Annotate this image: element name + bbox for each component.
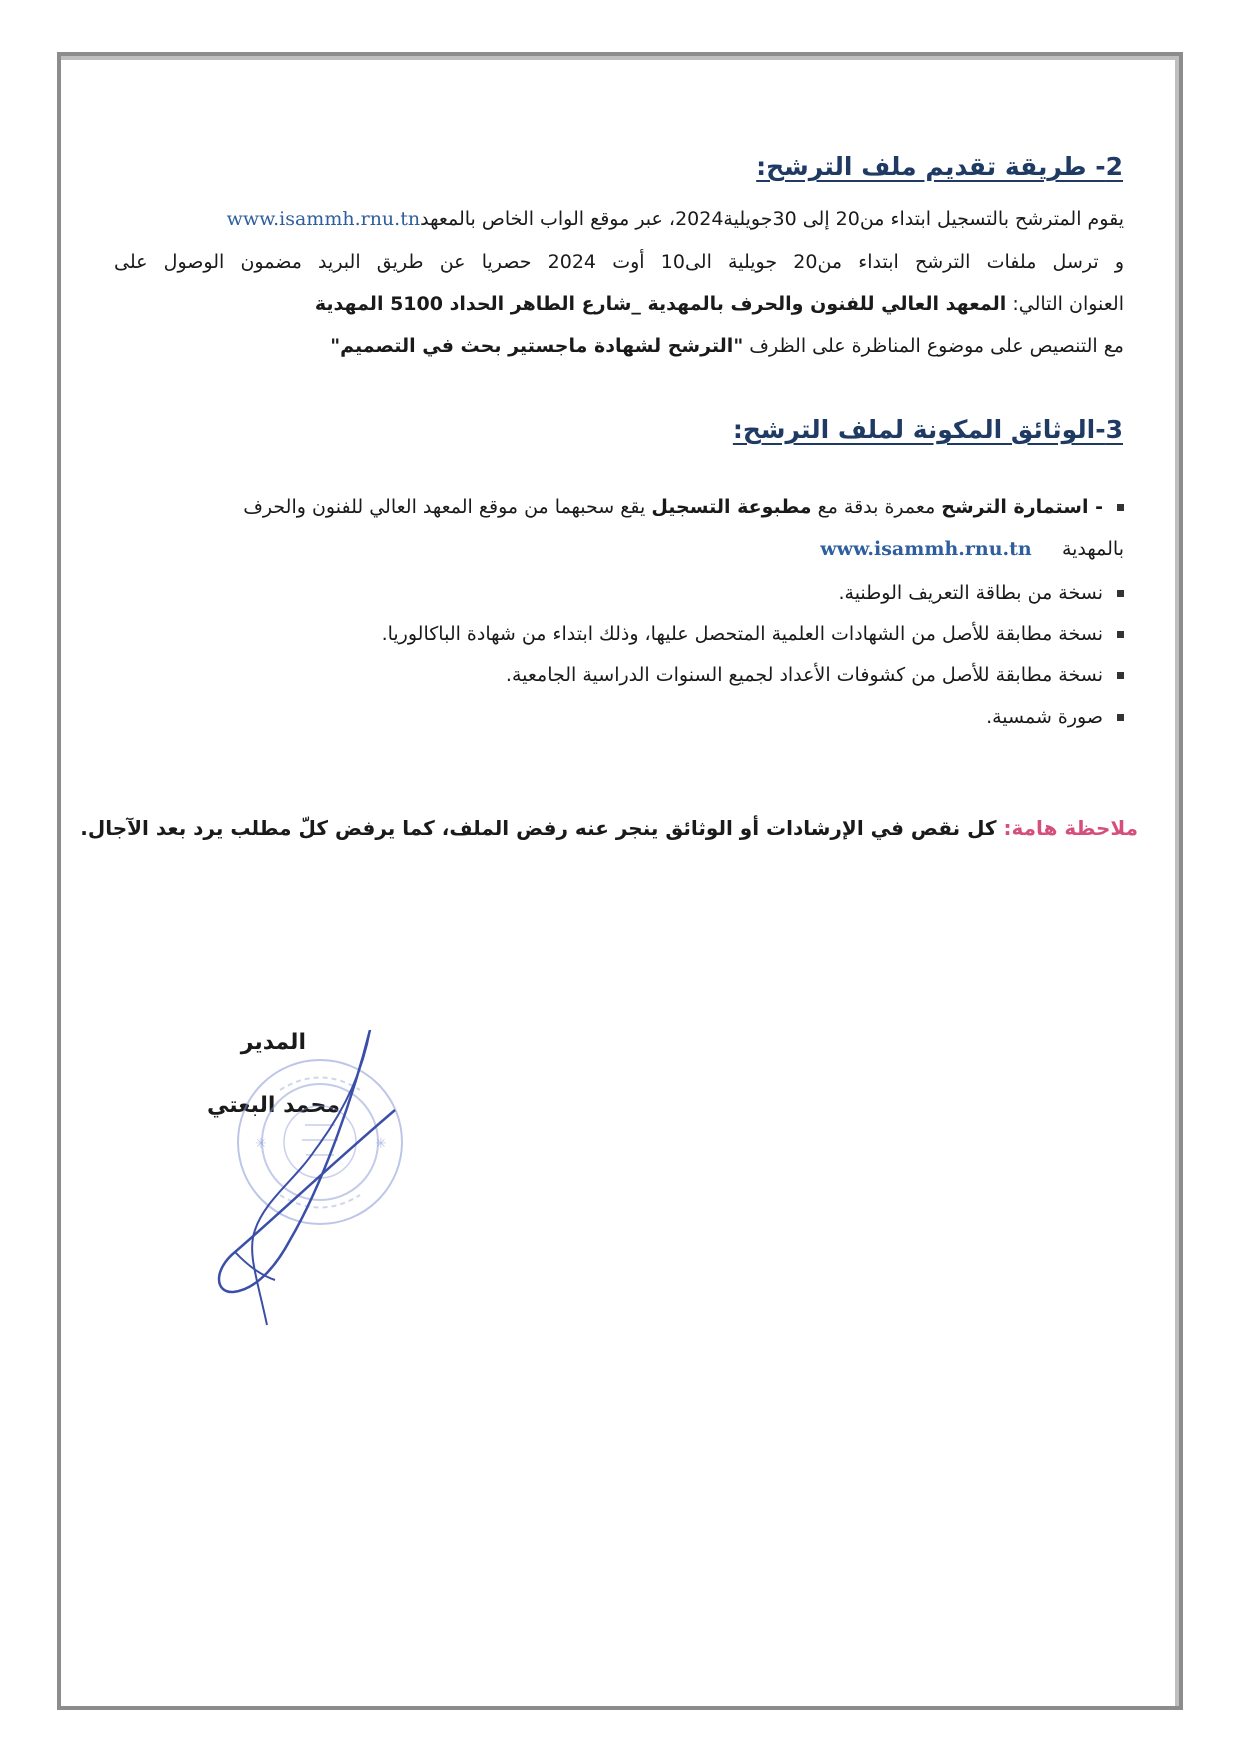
envelope-instruction: مع التنصيص على موضوع المناظرة على الظرف	[749, 335, 1124, 357]
signatory-title: المدير	[240, 1030, 306, 1055]
application-form-city: بالمهدية	[1061, 538, 1124, 560]
list-item-text: نسخة مطابقة للأصل من كشوفات الأعداد لجميع السنوات الدراسية الجامعية.	[505, 664, 1103, 686]
section-2-line-2: و ترسل ملفات الترشح ابتداء من20 جويلية الى10 أوت 2024 حصريا عن طريق البريد مضمون الوصول على	[114, 251, 1125, 273]
section-3-heading: 3-الوثائق المكونة لملف الترشح:	[732, 415, 1123, 444]
handwritten-signature	[195, 1030, 415, 1330]
square-bullet-icon	[1117, 672, 1124, 679]
list-item-national-id	[114, 582, 1124, 604]
square-bullet-icon	[1117, 631, 1124, 638]
signatory-name: محمد البعتي	[206, 1093, 340, 1118]
important-note	[80, 816, 1138, 840]
square-bullet-icon	[1117, 504, 1124, 511]
list-item-transcripts	[114, 664, 1124, 686]
svg-text:✳: ✳	[375, 1136, 387, 1152]
section-2-heading: 2- طريقة تقديم ملف الترشح:	[756, 152, 1123, 181]
list-item-text: نسخة من بطاقة التعريف الوطنية.	[838, 582, 1103, 604]
list-item-diplomas	[114, 623, 1124, 645]
important-note-label: ملاحظة هامة:	[1003, 816, 1138, 840]
application-form-source: يقع سحبهما من موقع المعهد العالي للفنون والحرف	[243, 496, 646, 518]
application-form-label: - استمارة الترشح	[941, 496, 1103, 518]
section-2-line-1-text: يقوم المترشح بالتسجيل ابتداء من20 إلى 30جويلية2024، عبر موقع الواب الخاص بالمعهد	[420, 208, 1124, 230]
important-note-text: كل نقص في الإرشادات أو الوثائق ينجر عنه رفض الملف، كما يرفض كلّ مطلب يرد بعد الآجال.	[80, 816, 997, 840]
list-item-application-form-continued	[114, 538, 1124, 560]
application-form-text: معمرة بدقة مع	[817, 496, 936, 518]
institute-website-link[interactable]: www.isammh.rnu.tn	[226, 208, 421, 230]
list-item-text: صورة شمسية.	[986, 706, 1103, 728]
registration-form-label: مطبوعة التسجيل	[651, 496, 812, 518]
list-item-text: نسخة مطابقة للأصل من الشهادات العلمية المتحصل عليها، وذلك ابتداء من شهادة الباكالوريا.	[381, 623, 1103, 645]
address-label: العنوان التالي:	[1012, 293, 1124, 315]
svg-text:✳: ✳	[255, 1136, 267, 1152]
institute-website-link-2[interactable]: www.isammh.rnu.tn	[820, 538, 1032, 560]
square-bullet-icon	[1117, 590, 1124, 597]
list-item-application-form	[114, 496, 1124, 518]
section-2-line-4	[114, 335, 1124, 357]
section-2-line-1	[114, 208, 1124, 230]
section-2-line-3	[114, 293, 1124, 315]
list-item-photo	[114, 706, 1124, 728]
square-bullet-icon	[1117, 714, 1124, 721]
envelope-subject: "الترشح لشهادة ماجستير بحث في التصميم"	[330, 335, 744, 357]
postal-address: المعهد العالي للفنون والحرف بالمهدية _شارع الطاهر الحداد 5100 المهدية	[314, 293, 1007, 315]
